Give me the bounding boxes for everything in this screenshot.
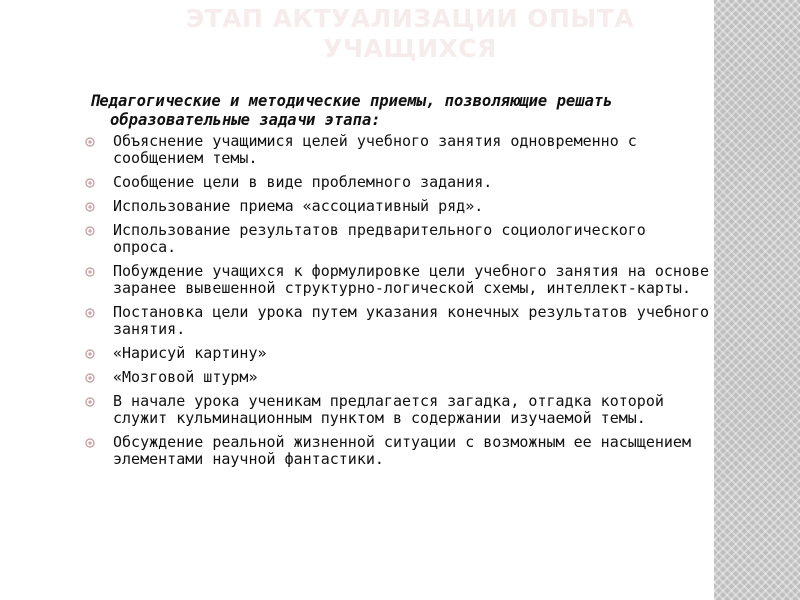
list-item [84, 263, 710, 297]
decorative-side-strip [714, 0, 800, 600]
list-item [84, 304, 710, 338]
list-item-text: Постановка цели урока путем указания конечных результатов учебного занятия. [113, 303, 710, 338]
list-item-text: Использование результатов предварительного социологического опроса. [113, 221, 646, 256]
bullet-list [84, 133, 710, 468]
list-item-text: Побуждение учащихся к формулировке цели учебного занятия на основе заранее вывешенной структурно-логической схемы, интеллект-карты. [113, 262, 710, 297]
list-item-text: Обсуждение реальной жизненной ситуации с возможным ее насыщением элементами научной фантастики. [113, 433, 691, 468]
list-item-text: Сообщение цели в виде проблемного задания. [113, 173, 493, 191]
list-item-text: Использование приема «ассоциативный ряд». [113, 197, 484, 215]
circle-bullet-icon [85, 267, 95, 277]
circle-bullet-icon [85, 397, 95, 407]
list-item [84, 434, 710, 468]
circle-bullet-icon [85, 137, 95, 147]
intro-paragraph: Педагогические и методические приемы, позволяющие решать образовательные задачи этапа: [90, 92, 613, 129]
slide-title: ЭТАП АКТУАЛИЗАЦИИ ОПЫТА УЧАЩИХСЯ [185, 4, 635, 63]
list-item [84, 174, 710, 191]
list-item-text: Объяснение учащимися целей учебного занятия одновременно с сообщением темы. [113, 132, 637, 167]
circle-bullet-icon [85, 178, 95, 188]
list-item [84, 393, 710, 427]
list-item [84, 198, 710, 215]
slide-content [84, 92, 710, 475]
list-item [84, 133, 710, 167]
circle-bullet-icon [85, 373, 95, 383]
list-item [84, 369, 710, 386]
list-item [84, 345, 710, 362]
circle-bullet-icon [85, 308, 95, 318]
list-item-text: В начале урока ученикам предлагается загадка, отгадка которой служит кульминационным пунктом в содержании изучаемой темы. [113, 392, 664, 427]
list-item-text: «Мозговой штурм» [113, 368, 258, 386]
circle-bullet-icon [85, 438, 95, 448]
list-item [84, 222, 710, 256]
circle-bullet-icon [85, 349, 95, 359]
circle-bullet-icon [85, 202, 95, 212]
circle-bullet-icon [85, 226, 95, 236]
list-item-text: «Нарисуй картину» [113, 344, 267, 362]
